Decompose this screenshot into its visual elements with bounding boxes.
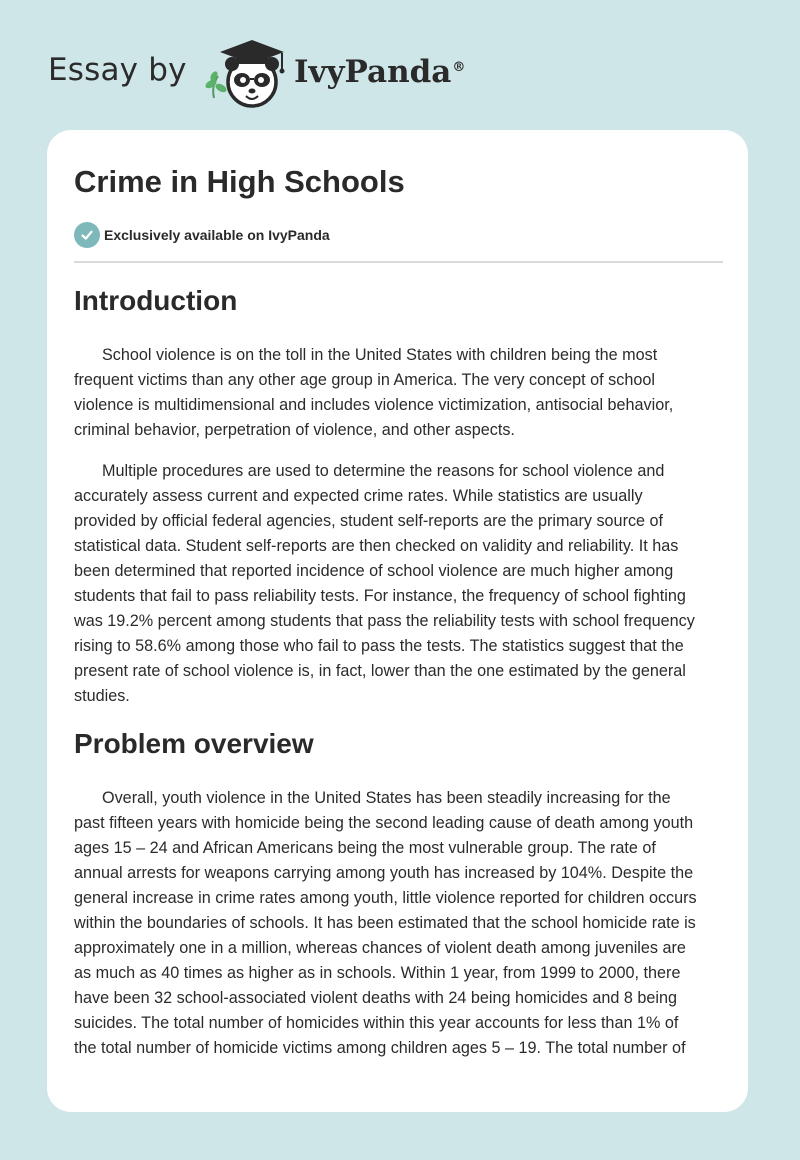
check-icon bbox=[74, 222, 100, 248]
text-line: general increase in crime rates among youth, little violence reported for children occurs bbox=[74, 889, 697, 907]
text-line: have been 32 school-associated violent deaths with 24 being homicides and 8 being bbox=[74, 989, 677, 1007]
divider bbox=[74, 261, 723, 263]
text-line: been determined that reported incidence of school violence are much higher among bbox=[74, 562, 674, 580]
section-heading-problem-overview: Problem overview bbox=[74, 728, 314, 759]
page-title: Crime in High Schools bbox=[74, 164, 405, 199]
essay-by-label: Essay by bbox=[48, 52, 187, 88]
badge-label: Exclusively available on IvyPanda bbox=[104, 227, 330, 243]
text-line: was 19.2% percent among students that pass the reliability tests with school frequency bbox=[74, 612, 695, 630]
text-line: present rate of school violence is, in fact, lower than the one estimated by the general bbox=[74, 662, 686, 680]
text-line: rising to 58.6% among those who fail to pass the tests. The statistics suggest that the bbox=[74, 637, 684, 655]
brand-text: IvyPanda bbox=[294, 54, 452, 90]
text-line: approximately one in a million, whereas chances of violent death among juveniles are bbox=[74, 939, 686, 957]
text-line: provided by official federal agencies, student self-reports are the primary source of bbox=[74, 512, 664, 530]
exclusive-badge bbox=[74, 222, 330, 248]
text-line: studies. bbox=[74, 687, 130, 705]
paragraph bbox=[74, 459, 724, 709]
text-line: suicides. The total number of homicides within this year accounts for less than 1% of bbox=[74, 1014, 679, 1032]
text-line: past fifteen years with homicide being the second leading cause of death among youth bbox=[74, 814, 694, 832]
paragraph bbox=[74, 343, 724, 443]
panda-logo-icon[interactable] bbox=[202, 36, 290, 110]
text-line: annual arrests for weapons carrying among youth has increased by 104%. Despite the bbox=[74, 864, 694, 882]
text-line: the total number of homicide victims among children ages 5 – 19. The total number of bbox=[74, 1039, 686, 1057]
brand-name[interactable] bbox=[294, 52, 465, 92]
text-line: Multiple procedures are used to determine the reasons for school violence and bbox=[102, 462, 665, 480]
text-line: violence is multidimensional and includes violence victimization, antisocial behavior, bbox=[74, 396, 674, 414]
site-header bbox=[0, 0, 800, 120]
text-line: students that fail to pass reliability tests. For instance, the frequency of school fighting bbox=[74, 587, 686, 605]
section-heading-introduction: Introduction bbox=[74, 285, 238, 316]
essay-card bbox=[47, 130, 748, 1112]
text-line: criminal behavior, perpetration of violence, and other aspects. bbox=[74, 421, 515, 439]
text-line: statistical data. Student self-reports are then checked on validity and reliability. It has bbox=[74, 537, 679, 555]
text-line: School violence is on the toll in the United States with children being the most bbox=[102, 346, 658, 364]
text-line: ages 15 – 24 and African Americans being the most vulnerable group. The rate of bbox=[74, 839, 656, 857]
registered-mark: ® bbox=[452, 60, 466, 75]
text-line: within the boundaries of schools. It has been estimated that the school homicide rate is bbox=[74, 914, 696, 932]
text-line: as much as 40 times as higher as in schools. Within 1 year, from 1999 to 2000, there bbox=[74, 964, 681, 982]
text-line: frequent victims than any other age group in America. The very concept of school bbox=[74, 371, 655, 389]
paragraph bbox=[74, 786, 724, 1061]
text-line: Overall, youth violence in the United States has been steadily increasing for the bbox=[102, 789, 671, 807]
text-line: accurately assess current and expected crime rates. While statistics are usually bbox=[74, 487, 643, 505]
